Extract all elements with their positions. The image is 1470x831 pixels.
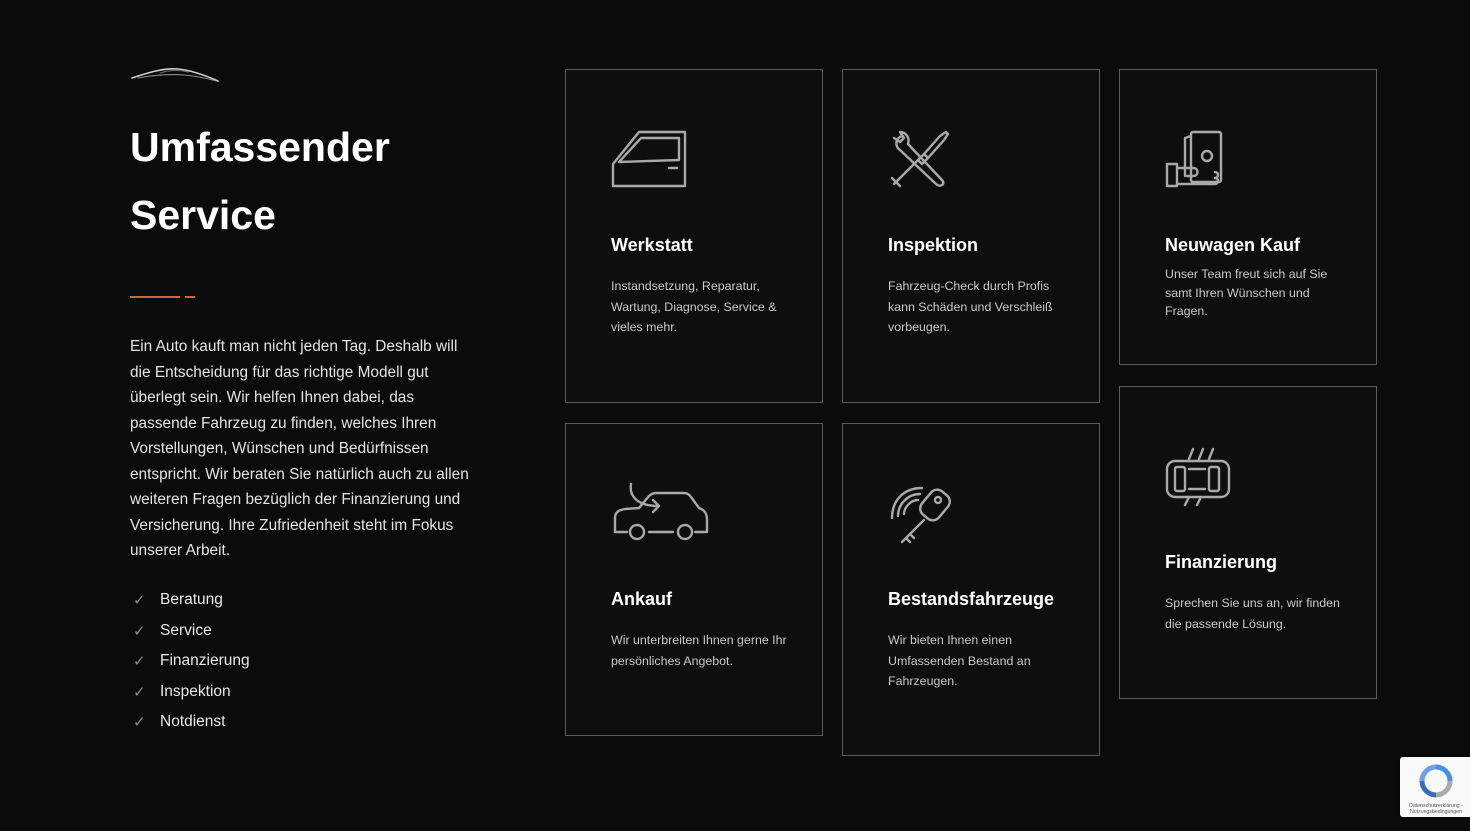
card-text: Unser Team freut sich auf Sie samt Ihren Wünschen und Fragen. xyxy=(1165,267,1328,318)
recaptcha-icon xyxy=(1418,763,1454,799)
card-title: Bestandsfahrzeuge xyxy=(888,589,1055,609)
section-title xyxy=(130,113,510,249)
check-icon: ✓ xyxy=(133,592,146,610)
car-key-remote-icon xyxy=(888,482,968,544)
wrench-screwdriver-icon xyxy=(888,128,968,190)
check-icon: ✓ xyxy=(133,653,146,671)
service-card-inspektion[interactable] xyxy=(842,69,1100,403)
service-card-ankauf[interactable] xyxy=(565,423,823,736)
car-top-view-icon xyxy=(1165,445,1245,507)
service-card-bestand[interactable] xyxy=(842,423,1100,756)
service-card-neuwagen[interactable] xyxy=(1119,69,1377,365)
intro-text: Ein Auto kauft man nicht jeden Tag. Deshalb will die Entscheidung für das richtige Modell gut überlegt sein. Wir helfen Ihnen dabei, das passende Fahrzeug zu finden, welches Ihren Vorstellungen, Wünschen und Bedürfnissen entspricht. Wir beraten Sie natürlich auch zu allen weiteren Fragen bezüglich der Finanzierung und Versicherung. Ihre Zufriedenheit steht im Fokus unserer Arbeit. xyxy=(130,338,469,559)
list-item xyxy=(130,646,250,677)
money-hand-icon xyxy=(1165,128,1245,190)
list-item xyxy=(130,616,250,647)
title-line-2: Service xyxy=(130,192,276,238)
card-text: Wir unterbreiten Ihnen gerne Ihr persönliches Angebot. xyxy=(611,633,787,668)
check-icon: ✓ xyxy=(133,714,146,732)
car-logo-icon xyxy=(130,64,222,88)
card-title: Werkstatt xyxy=(611,235,693,255)
car-door-icon xyxy=(611,128,691,190)
feature-list xyxy=(130,585,250,738)
card-title: Finanzierung xyxy=(1165,552,1277,572)
card-title: Neuwagen Kauf xyxy=(1165,235,1301,255)
feature-label: Finanzierung xyxy=(160,652,250,670)
title-line-1: Umfassender xyxy=(130,124,390,170)
list-item xyxy=(130,585,250,616)
feature-label: Inspektion xyxy=(160,682,231,700)
car-arrow-icon xyxy=(611,482,711,544)
feature-label: Beratung xyxy=(160,591,223,609)
service-card-werkstatt[interactable] xyxy=(565,69,823,403)
card-text: Wir bieten Ihnen einen Umfassenden Bestand an Fahrzeugen. xyxy=(888,633,1031,688)
service-card-finanzierung[interactable] xyxy=(1119,386,1377,699)
card-text: Fahrzeug-Check durch Profis kann Schäden und Verschleiß vorbeugen. xyxy=(888,279,1053,334)
check-icon: ✓ xyxy=(133,683,146,701)
feature-label: Notdienst xyxy=(160,713,226,731)
card-title: Inspektion xyxy=(888,235,979,255)
list-item xyxy=(130,677,250,708)
card-text: Instandsetzung, Reparatur, Wartung, Diagnose, Service & vieles mehr. xyxy=(611,279,777,334)
list-item xyxy=(130,707,250,738)
check-icon: ✓ xyxy=(133,622,146,640)
recaptcha-badge[interactable] xyxy=(1400,757,1470,817)
card-text: Sprechen Sie uns an, wir finden die passende Lösung. xyxy=(1165,596,1340,631)
recaptcha-text: Datenschutzerklärung - Nutzungsbedingungen xyxy=(1409,803,1463,815)
card-title: Ankauf xyxy=(611,589,673,609)
feature-label: Service xyxy=(160,621,212,639)
